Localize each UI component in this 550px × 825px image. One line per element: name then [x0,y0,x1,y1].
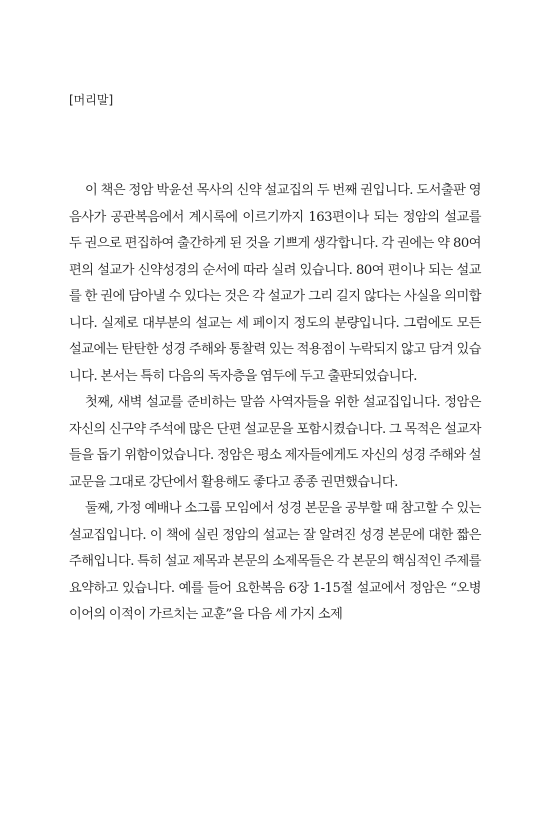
paragraph-intro: 이 책은 정암 박윤선 목사의 신약 설교집의 두 번째 권입니다. 도서출판 영음사가 공관복음에서 계시록에 이르기까지 163편이나 되는 정암의 설교를 두 권으로 편집하여 출간하게 된 것을 기쁘게 생각합니다. 각 권에는 약 80여 편의 설교가 신약성경의 순서에 따라 실려 있습니다. 80여 편이나 되는 설교를 한 권에 담아낼 수 있다는 것은 각 설교가 그리 길지 않다는 사실을 의미합니다. 실제로 대부분의 설교는 세 페이지 정도의 분량입니다. 그럼에도 모든 설교에는 탄탄한 성경 주해와 통찰력 있는 적용점이 누락되지 않고 담겨 있습니다. 본서는 특히 다음의 독자층을 염두에 두고 출판되었습니다. [69,183,481,384]
paragraph-first-point: 첫째, 새벽 설교를 준비하는 말씀 사역자들을 위한 설교집입니다. 정암은 자신의 신구약 주석에 많은 단편 설교문을 포함시켰습니다. 그 목적은 설교자들을 돕기 위함이었습니다. 정암은 평소 제자들에게도 자신의 성경 주해와 설교문을 그대로 강단에서 활용해도 좋다고 종종 권면했습니다. [69,395,481,490]
paragraph-second-point: 둘째, 가정 예배나 소그룹 모임에서 성경 본문을 공부할 때 참고할 수 있는 설교집입니다. 이 책에 실린 정암의 설교는 잘 알려진 성경 본문에 대한 짧은 주해입니다. 특히 설교 제목과 본문의 소제목들은 각 본문의 핵심적인 주제를 요약하고 있습니다. 예를 들어 요한복음 6장 1-15절 설교에서 정암은 “오병이어의 이적이 가르치는 교훈”을 다음 세 가지 소제 [69,501,481,622]
section-label: [머리말] [69,93,114,107]
body-text [69,178,481,629]
